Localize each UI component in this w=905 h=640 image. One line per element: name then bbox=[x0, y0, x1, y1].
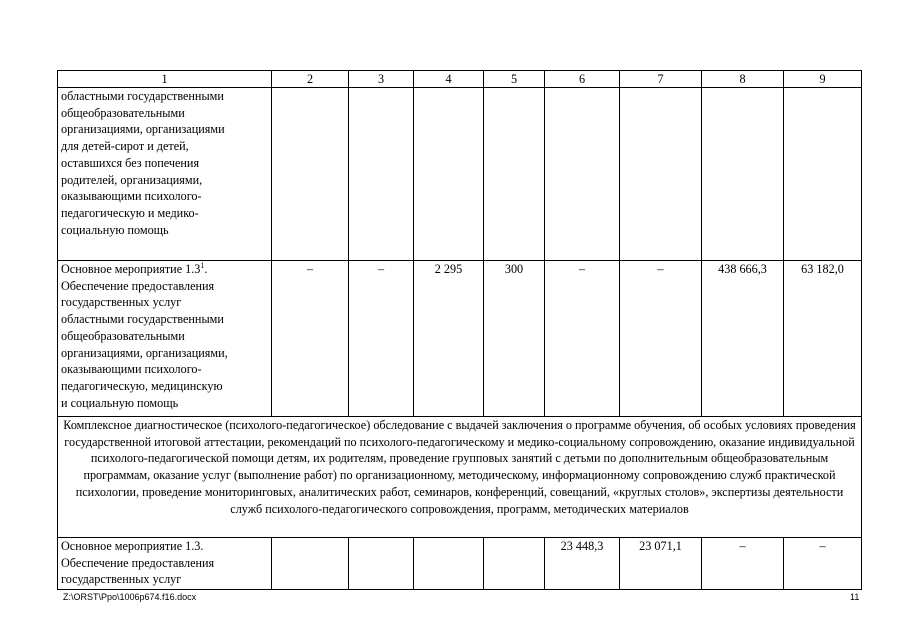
table-cell bbox=[484, 538, 545, 590]
header-cell: 3 bbox=[349, 71, 414, 88]
row-description bbox=[58, 261, 272, 417]
table-row bbox=[58, 88, 862, 261]
table-cell: 23 071,1 bbox=[620, 538, 702, 590]
table-cell bbox=[414, 538, 484, 590]
header-cell: 8 bbox=[702, 71, 784, 88]
header-cell: 6 bbox=[545, 71, 620, 88]
table-cell bbox=[545, 88, 620, 261]
row-description: Основное мероприятие 1.3. Обеспечение предоставления государственных услуг bbox=[58, 538, 272, 590]
table-cell: – bbox=[702, 538, 784, 590]
header-cell: 5 bbox=[484, 71, 545, 88]
row-title-rest: . Обеспечение предоставления государственных услуг областными государственными общеобразовательными организациями, организациями, оказывающими психолого- педагогическую, медицинскую и социальную помощь bbox=[61, 262, 228, 410]
row-title: Основное мероприятие 1.3 bbox=[61, 262, 201, 276]
table-cell: – bbox=[272, 261, 349, 417]
table-cell bbox=[349, 538, 414, 590]
table-cell bbox=[702, 88, 784, 261]
header-row bbox=[58, 71, 862, 88]
table-cell: 300 bbox=[484, 261, 545, 417]
table-cell bbox=[272, 538, 349, 590]
table-cell: 2 295 bbox=[414, 261, 484, 417]
service-description: Комплексное диагностическое (психолого-педагогическое) обследование с выдачей заключения о программе обучения, об особых условиях проведения государственной итоговой аттестации, рекомендаций по психолого-педагогическому и медико-социальному сопровождению, оказание индивидуальной психолого-педагогической помощи детям, их родителям, проведение групповых занятий с детьми по дополнительным общеобразовательным программам, оказание услуг (выполнение работ) по организационному, методическому, информационному сопровождению служб практической психологии, проведение мониторинговых, аналитических работ, семинаров, конференций, совещаний, «круглых столов», экспертизы деятельности служб психолого-педагогического сопровождения, программ, методических материалов bbox=[58, 417, 862, 538]
header-cell: 9 bbox=[784, 71, 862, 88]
table-cell: – bbox=[620, 261, 702, 417]
table-cell: 23 448,3 bbox=[545, 538, 620, 590]
table-row bbox=[58, 261, 862, 417]
table-cell bbox=[414, 88, 484, 261]
budget-table bbox=[57, 70, 862, 590]
header-cell: 7 bbox=[620, 71, 702, 88]
header-cell: 4 bbox=[414, 71, 484, 88]
table-cell bbox=[620, 88, 702, 261]
table-cell: – bbox=[784, 538, 862, 590]
page-number: 11 bbox=[850, 592, 860, 602]
row-description: областными государственными общеобразовательными организациями, организациями для детей-сирот и детей, оставшихся без попечения родителей, организациями, оказывающими психолого- педагогическую и медико- социальную помощь bbox=[58, 88, 272, 261]
footer-file-path: Z:\ORST\Ppo\1006p674.f16.docx bbox=[63, 592, 197, 602]
table-cell bbox=[349, 88, 414, 261]
table-row bbox=[58, 417, 862, 538]
footnote-mark: 1 bbox=[200, 260, 205, 270]
table-cell: – bbox=[349, 261, 414, 417]
header-cell: 2 bbox=[272, 71, 349, 88]
table-cell: – bbox=[545, 261, 620, 417]
table-cell bbox=[484, 88, 545, 261]
table-row bbox=[58, 538, 862, 590]
table-cell bbox=[784, 88, 862, 261]
table-cell: 63 182,0 bbox=[784, 261, 862, 417]
header-cell: 1 bbox=[58, 71, 272, 88]
table-cell bbox=[272, 88, 349, 261]
table-cell: 438 666,3 bbox=[702, 261, 784, 417]
